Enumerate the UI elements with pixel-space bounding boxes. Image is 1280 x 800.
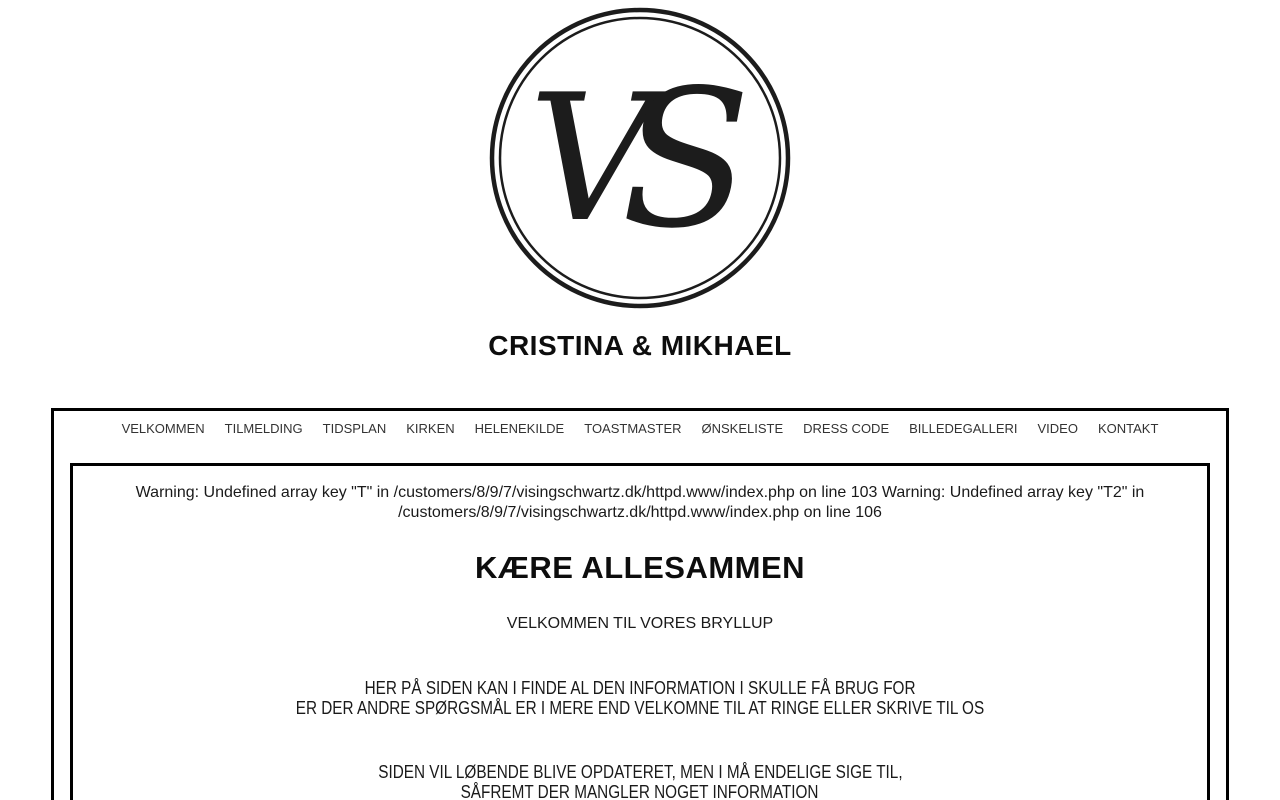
nav-item-helenekilde[interactable]: HELENEKILDE [474, 421, 565, 436]
monogram-logo [488, 7, 792, 309]
outer-frame [51, 408, 1229, 800]
info-paragraph-line-1: HER PÅ SIDEN KAN I FINDE AL DEN INFORMATION I SKULLE FÅ BRUG FOR [364, 678, 916, 698]
info-paragraph [85, 678, 1195, 718]
php-warning-text: Warning: Undefined array key "T" in /customers/8/9/7/visingschwartz.dk/httpd.www/index.php on line 103 Warning: Undefined array key "T2" in /customers/8/9/7/visingschwartz.dk/httpd.www/index.php on line 106 [135, 484, 1145, 521]
nav-item-tilmelding[interactable]: TILMELDING [224, 421, 303, 436]
update-paragraph-line-2: SÅFREMT DER MANGLER NOGET INFORMATION [461, 782, 819, 800]
nav-item-tidsplan[interactable]: TIDSPLAN [322, 421, 387, 436]
page-heading: KÆRE ALLESAMMEN [474, 550, 806, 585]
update-paragraph-line-1: SIDEN VIL LØBENDE BLIVE OPDATERET, MEN I MÅ ENDELIGE SIGE TIL, [377, 762, 903, 782]
nav-item-onskeliste[interactable]: ØNSKELISTE [701, 421, 784, 436]
info-paragraph-line-2: ER DER ANDRE SPØRGSMÅL ER I MERE END VELKOMNE TIL AT RINGE ELLER SKRIVE TIL OS [295, 698, 985, 718]
monogram-circle-icon [488, 7, 792, 309]
nav-item-toastmaster[interactable]: TOASTMASTER [584, 421, 682, 436]
nav-item-dress-code[interactable]: DRESS CODE [803, 421, 890, 436]
monogram-letter-s: S [620, 49, 752, 270]
monogram-letter-v: V [528, 58, 656, 261]
nav-item-video[interactable]: VIDEO [1037, 421, 1078, 436]
update-paragraph [85, 762, 1195, 800]
page [0, 7, 1280, 800]
nav-item-kirken[interactable]: KIRKEN [406, 421, 455, 436]
nav-item-kontakt[interactable]: KONTAKT [1097, 421, 1159, 436]
welcome-subheading: VELKOMMEN TIL VORES BRYLLUP [506, 615, 774, 632]
site-title: CRISTINA & MIKHAEL [488, 330, 792, 361]
content-frame [70, 463, 1210, 800]
nav-item-velkommen[interactable]: VELKOMMEN [121, 421, 205, 436]
main-nav [54, 421, 1226, 437]
nav-item-billedegalleri[interactable]: BILLEDEGALLERI [909, 421, 1018, 436]
